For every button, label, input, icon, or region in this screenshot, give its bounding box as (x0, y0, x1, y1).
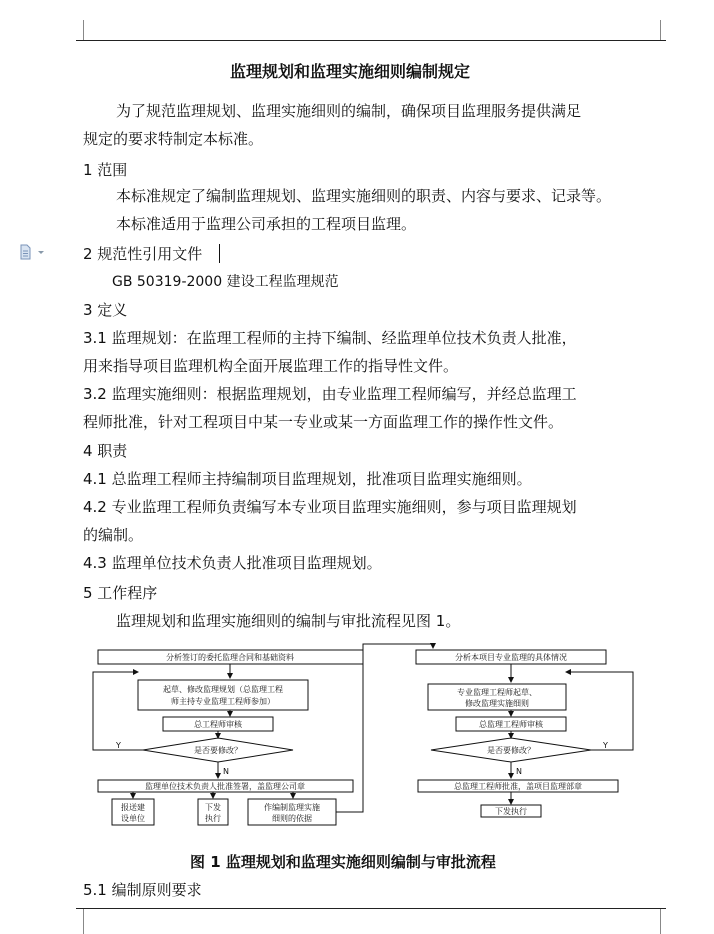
left-output-1-text-2: 设单位 (121, 814, 145, 823)
duty-4-2-line-1: 4.2 专业监理工程师负责编写本专业项目监理实施细则，参与项目监理规划 (83, 498, 577, 516)
right-decision-text: 是否要修改？ (487, 746, 535, 755)
page-bottom-line (76, 908, 666, 909)
intro-line-1: 为了规范监理规划、监理实施细则的编制，确保项目监理服务提供满足 (116, 102, 582, 120)
page-corner-mark (660, 20, 669, 40)
right-step2-text-2: 修改监理实施细则 (465, 699, 529, 708)
left-step3-text: 总工程师审核 (194, 720, 242, 729)
section-2-heading: 2 规范性引用文件 (83, 245, 203, 263)
document-options-icon[interactable] (18, 244, 48, 260)
right-output-text: 下发执行 (495, 807, 527, 816)
left-step4-text: 监理单位技术负责人批准签署，盖监理公司章 (145, 782, 305, 791)
page-corner-mark (75, 909, 84, 934)
section-4-heading: 4 职责 (83, 442, 128, 460)
intro-line-2: 规定的要求特制定本标准。 (83, 130, 264, 148)
document-title: 监理规划和监理实施细则编制规定 (230, 62, 471, 81)
left-decision-text: 是否要修改？ (194, 746, 242, 755)
section-5-1-heading: 5.1 编制原则要求 (83, 881, 202, 899)
left-output-3-text-2: 细则的依据 (272, 814, 312, 823)
left-step1-text: 分析签订的委托监理合同和基础资料 (166, 653, 294, 662)
section-3-heading: 3 定义 (83, 301, 128, 319)
left-output-3-text-1: 作编制监理实施 (264, 803, 320, 812)
page-corner-mark (660, 909, 669, 934)
duty-4-2-line-2: 的编制。 (83, 526, 144, 544)
left-no-label: N (223, 767, 229, 776)
left-output-2-text-1: 下发 (205, 803, 221, 812)
duty-4-1: 4.1 总监理工程师主持编制项目监理规划，批准项目监理实施细则。 (83, 470, 532, 488)
definition-3-1-line-1: 3.1 监理规划：在监理工程师的主持下编制、经监理单位技术负责人批准， (83, 329, 577, 347)
section-1-heading: 1 范围 (83, 161, 128, 179)
left-output-1-text-1: 报送建 (121, 803, 145, 812)
definition-3-2-line-1: 3.2 监理实施细则：根据监理规划，由专业监理工程师编写，并经总监理工 (83, 385, 577, 403)
right-yes-label: Y (603, 741, 608, 750)
left-output-2-text-2: 执行 (205, 814, 221, 823)
section-1-paragraph-1: 本标准规定了编制监理规划、监理实施细则的职责、内容与要求、记录等。 (116, 187, 612, 205)
section-5-heading: 5 工作程序 (83, 584, 158, 602)
right-step3-text: 总监理工程师审核 (479, 720, 543, 729)
page-corner-mark (75, 20, 84, 40)
section-2-reference: GB 50319-2000 建设工程监理规范 (112, 274, 339, 290)
section-5-paragraph: 监理规划和监理实施细则的编制与审批流程见图 1。 (116, 612, 461, 630)
duty-4-3: 4.3 监理单位技术负责人批准项目监理规划。 (83, 554, 382, 572)
right-no-label: N (516, 767, 522, 776)
right-step2-text-1: 专业监理工程师起草、 (457, 688, 537, 697)
text-cursor (219, 244, 220, 263)
section-1-paragraph-2: 本标准适用于监理公司承担的工程项目监理。 (116, 215, 417, 233)
definition-3-1-line-2: 用来指导项目监理机构全面开展监理工作的指导性文件。 (83, 357, 459, 375)
left-step2-text-1: 起草、修改监理规划（总监理工程 (163, 685, 283, 694)
left-step2-text-2: 师主持专业监理工程师参加） (171, 697, 275, 706)
right-step1-text: 分析本项目专业监理的具体情况 (455, 653, 567, 662)
right-step4-text: 总监理工程师批准，盖项目监理部章 (454, 782, 582, 791)
flowchart-figure (88, 640, 638, 832)
figure-caption: 图 1 监理规划和监理实施细则编制与审批流程 (190, 853, 496, 871)
left-yes-label: Y (116, 741, 121, 750)
definition-3-2-line-2: 程师批准，针对工程项目中某一专业或某一方面监理工作的操作性文件。 (83, 413, 564, 431)
page-top-line (76, 40, 666, 41)
